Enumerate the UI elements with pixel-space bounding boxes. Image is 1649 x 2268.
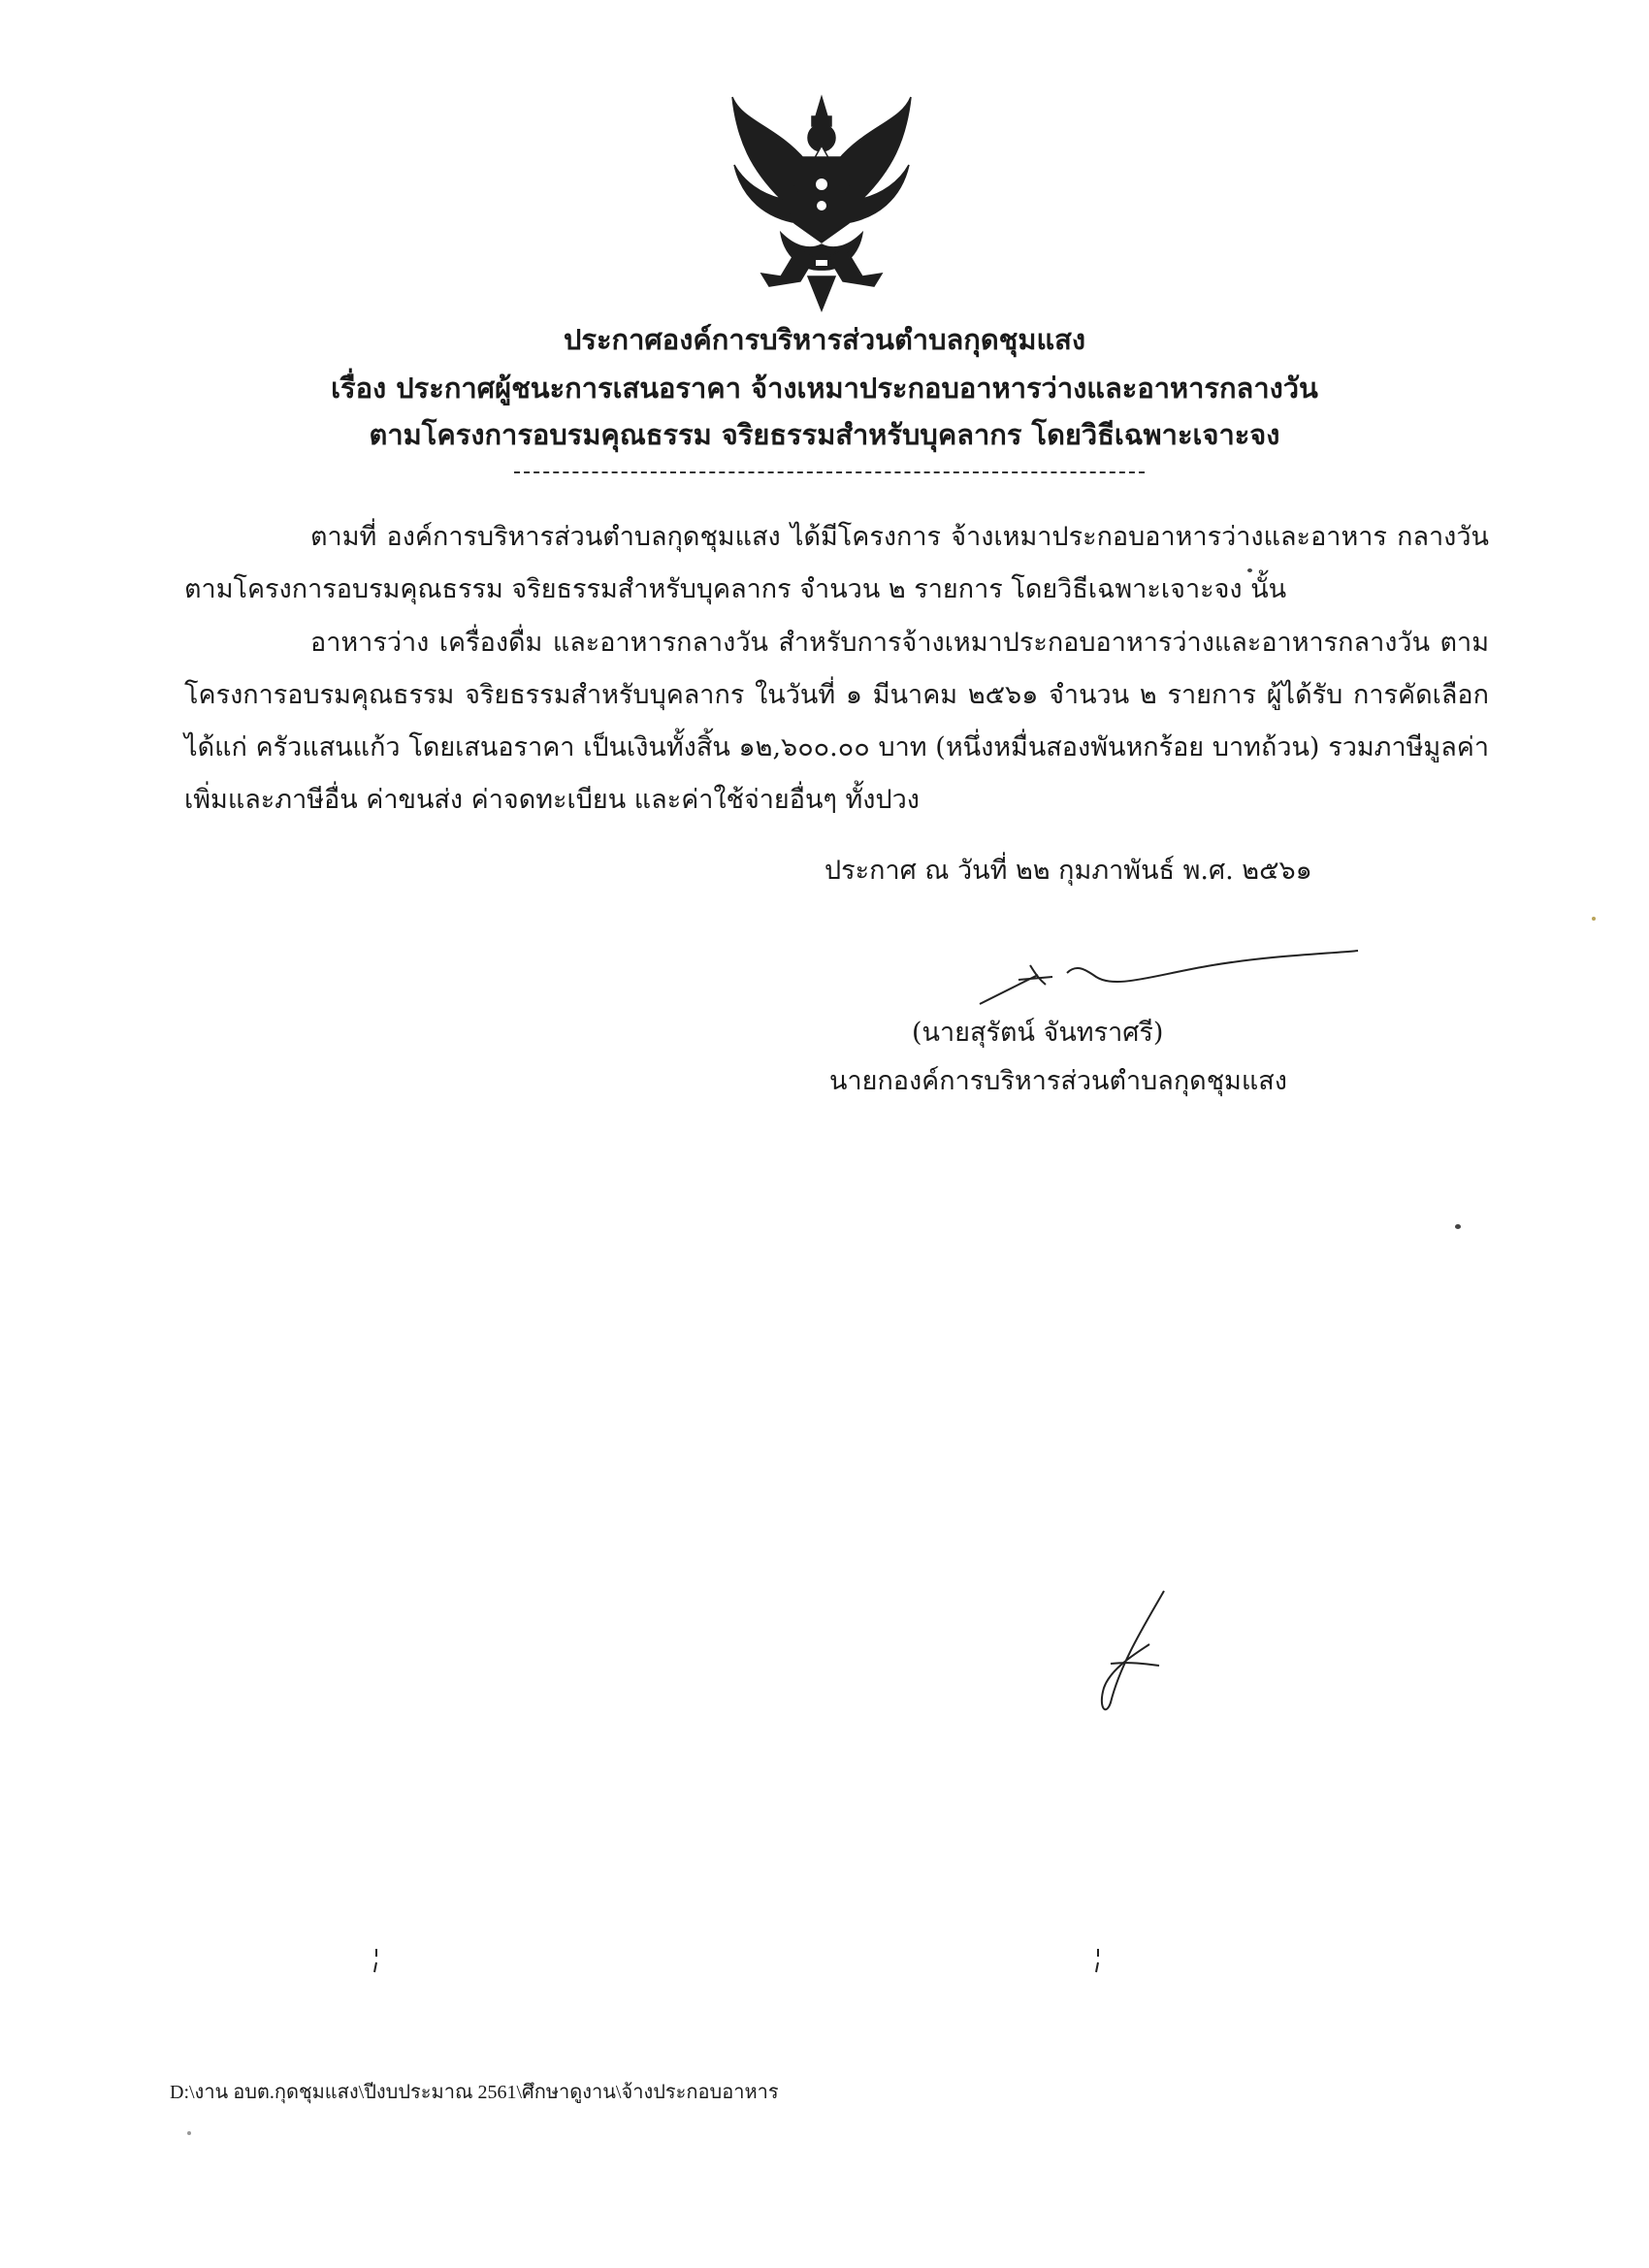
announcement-date: ประกาศ ณ วันที่ ๒๒ กุมภาพันธ์ พ.ศ. ๒๕๖๑ xyxy=(824,856,1312,886)
announcement-subject-continued: ตามโครงการอบรมคุณธรรม จริยธรรมสำหรับบุคลากร โดยวิธีเฉพาะเจาะจง xyxy=(369,418,1280,451)
signer-position: นายกองค์การบริหารส่วนตำบลกุดชุมแสง xyxy=(829,1066,1287,1096)
scan-speck xyxy=(1247,568,1252,572)
scan-speck xyxy=(187,2131,191,2135)
tick-mark xyxy=(372,1947,380,1974)
garuda-emblem-icon xyxy=(723,87,922,315)
handwritten-signature xyxy=(960,936,1368,1014)
scan-speck xyxy=(1455,1224,1461,1229)
body-paragraph-2: อาหารว่าง เครื่องดื่ม และอาหารกลางวัน สำหรับการจ้างเหมาประกอบอาหารว่างและอาหารกลางวัน ตามโครงการอบรมคุณธรรม จริยธรรมสำหรับบุคลากร ในวันที่ ๑ มีนาคม ๒๕๖๑ จำนวน ๒ รายการ ผู้ได้รับ การคัดเลือก ได้แก่ ครัวแสนแก้ว โดยเสนอราคา เป็นเงินทั้งสิ้น ๑๒,๖๐๐.๐๐ บาท (หนึ่งหมื่นสองพันหกร้อย บาทถ้วน) รวมภาษีมูลค่าเพิ่มและภาษีอื่น ค่าขนส่ง ค่าจดทะเบียน และค่าใช้จ่ายอื่นๆ ทั้งปวง xyxy=(184,628,1489,815)
announcement-subject: เรื่อง ประกาศผู้ชนะการเสนอราคา จ้างเหมาประกอบอาหารว่างและอาหารกลางวัน xyxy=(331,372,1318,405)
announcement-title: ประกาศองค์การบริหารส่วนตำบลกุดชุมแสง xyxy=(563,323,1085,356)
scan-speck xyxy=(1592,917,1596,921)
tick-mark xyxy=(1094,1947,1102,1974)
dashed-divider xyxy=(514,471,1145,473)
signer-name: (นายสุรัตน์ จันทราศรี) xyxy=(912,1018,1164,1048)
body-paragraph-1: ตามที่ องค์การบริหารส่วนตำบลกุดชุมแสง ได้มีโครงการ จ้างเหมาประกอบอาหารว่างและอาหาร กลางวัน ตามโครงการอบรมคุณธรรม จริยธรรมสำหรับบุคลากร จำนวน ๒ รายการ โดยวิธีเฉพาะเจาะจง นั้น xyxy=(184,522,1489,604)
file-path-footer: D:\งาน อบต.กุดชุมแสง\ปีงบประมาณ 2561\ศึกษาดูงาน\จ้างประกอบอาหาร xyxy=(170,2082,779,2103)
handwritten-initial xyxy=(1077,1586,1183,1722)
